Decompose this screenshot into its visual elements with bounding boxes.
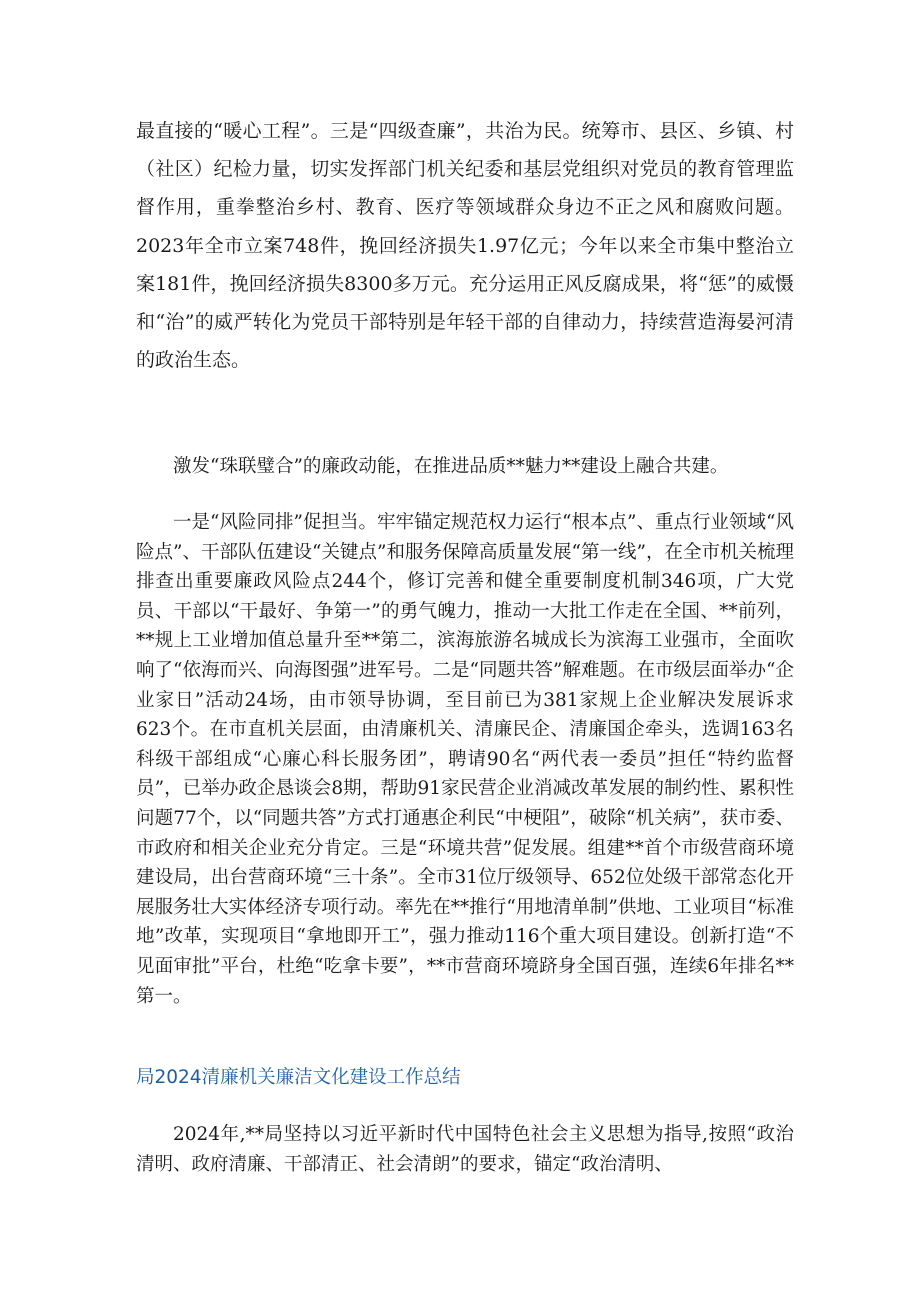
paragraph-section-body: 一是“风险同排”促担当。牢牢锚定规范权力运行“根本点”、重点行业领域“风险点”、干部队伍建设“关键点”和服务保障高质量发展“第一线”，在全市机关梳理排查出重要廉政风险点244个，修订完善和健全重要制度机制346项，广大党员、干部以“干最好、争第一”的勇气魄力，推动一大批工作走在全国、**前列，**规上工业增加值总量升至**第二，滨海旅游名城成长为滨海工业强市，全面吹响了“依海而兴、向海图强”进军号。二是“同题共答”解难题。在市级层面举办“企业家日”活动24场，由市领导协调，至目前已为381家规上企业解决发展诉求623个。在市直机关层面，由清廉机关、清廉民企、清廉国企牵头，选调163名科级干部组成“心廉心科长服务团”，聘请90名“两代表一委员”担任“特约监督员”，已举办政企恳谈会8期，帮助91家民营企业消减改革发展的制约性、累积性问题77个，以“同题共答”方式打通惠企利民“中梗阻”，破除“机关病”，获市委、市政府和相关企业充分肯定。三是“环境共营”促发展。组建**首个市级营商环境建设局，出台营商环境“三十条”。全市31位厅级领导、652位处级干部常态化开展服务壮大实体经济专项行动。率先在**推行“用地清单制”供地、工业项目“标准地”改革，实现项目“拿地即开工”，强力推动116个重大项目建设。创新打造“不见面审批”平台，杜绝“吃拿卡要”，**市营商环境跻身全国百强，连续6年排名**第一。 [136,512,794,1007]
paragraph-continuation: 最直接的“暖心工程”。三是“四级查廉”，共治为民。统筹市、县区、乡镇、村（社区）纪检力量，切实发挥部门机关纪委和基层党组织对党员的教育管理监督作用，重拳整治乡村、教育、医疗等领域群众身边不正之风和腐败问题。2023年全市立案748件，挽回经济损失1.97亿元；今年以来全市集中整治立案181件，挽回经济损失8300多万元。充分运用正风反腐成果，将“惩”的威慑和“治”的威严转化为党员干部特别是年轻干部的自律动力，持续营造海晏河清的政治生态。 [136,120,794,372]
document-heading: 局2024清廉机关廉洁文化建设工作总结 [136,1067,461,1088]
paragraph-section-lead: 激发“珠联璧合”的廉政动能，在推进品质**魅力**建设上融合共建。 [173,456,729,477]
paragraph-new-intro: 2024年,**局坚持以习近平新时代中国特色社会主义思想为指导,按照“政治清明、政府清廉、干部清正、社会清朗”的要求，锚定“政治清明、 [136,1124,794,1175]
